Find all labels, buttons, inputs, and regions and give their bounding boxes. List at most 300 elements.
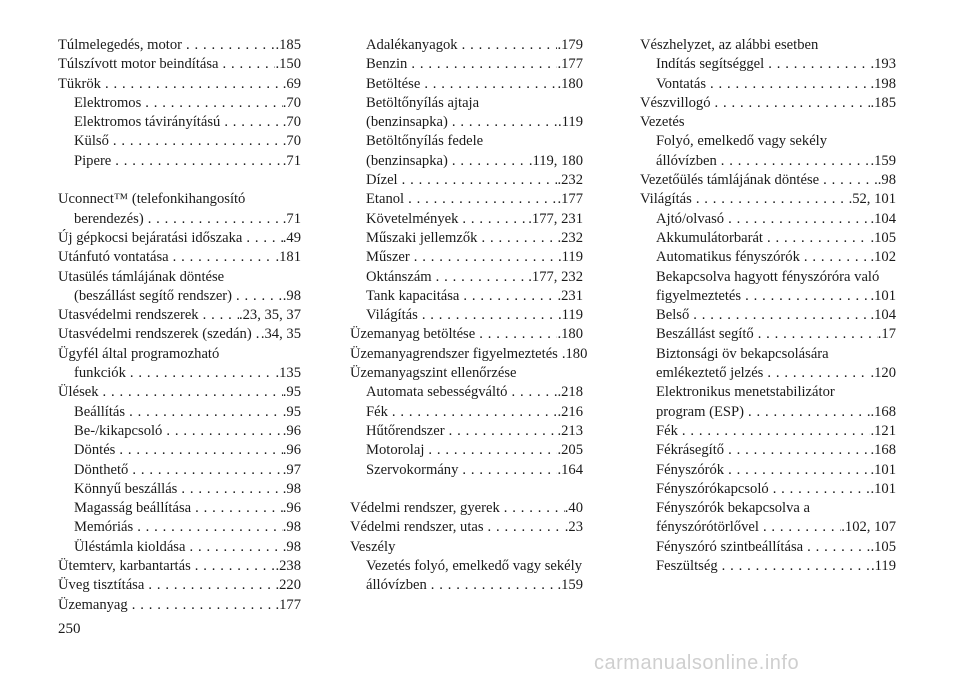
- dot-leader: [162, 422, 282, 441]
- dot-leader: [711, 94, 871, 113]
- index-entry-label: (beszállást segítő rendszer): [74, 287, 233, 304]
- index-entry: [58, 132, 301, 151]
- dot-leader: [507, 383, 557, 402]
- index-entry-label: Utasülés támlájának döntése: [58, 268, 225, 285]
- index-entry-page: .102: [870, 249, 896, 266]
- index-entry: [640, 190, 896, 209]
- index-entry: [640, 171, 896, 190]
- index-entry-label: Tükrök: [58, 75, 101, 92]
- index-entry-label: Folyó, emelkedő vagy sekély: [656, 133, 828, 150]
- index-entry-page: .168: [870, 442, 896, 459]
- index-entry-page: .177: [557, 191, 583, 208]
- dot-leader: [717, 152, 871, 171]
- index-entry: [640, 210, 896, 229]
- index-entry: [58, 480, 301, 499]
- index-entry: [640, 36, 896, 55]
- index-entry: [58, 325, 301, 344]
- index-entry: [58, 518, 301, 537]
- index-entry-page: .232: [557, 229, 583, 246]
- index-entry: [58, 364, 301, 383]
- index-entry-label: Beállítás: [74, 403, 126, 420]
- index-entry-label: Be-/kikapcsoló: [74, 422, 163, 439]
- index-entry-page: .70: [282, 94, 301, 111]
- dot-leader: [759, 518, 841, 537]
- index-entry-label: Uconnect™ (telefonkihangosító: [58, 191, 246, 208]
- index-column-2: [350, 36, 588, 596]
- index-entry-label: Szervokormány: [366, 461, 459, 478]
- dot-leader: [475, 325, 557, 344]
- index-entry-page: .216: [557, 403, 583, 420]
- index-entry-page: .101: [870, 287, 896, 304]
- index-entry-label: állóvízben: [366, 577, 427, 594]
- index-gap: [350, 480, 583, 499]
- index-entry: [58, 210, 301, 229]
- dot-leader: [420, 75, 557, 94]
- index-entry-label: Beszállást segítő: [656, 326, 754, 343]
- index-entry: [350, 229, 583, 248]
- index-entry-label: Világítás: [640, 191, 692, 208]
- index-entry-label: Automatikus fényszórók: [656, 249, 800, 266]
- index-entry-label: Üveg tisztítása: [58, 577, 145, 594]
- index-entry-page: .70: [282, 114, 301, 131]
- index-entry-label: Tank kapacitása: [366, 287, 460, 304]
- dot-leader: [220, 113, 282, 132]
- index-entry-page: .98: [282, 519, 301, 536]
- index-entry-label: Fékrásegítő: [656, 442, 725, 459]
- index-entry: [640, 229, 896, 248]
- index-entry: [350, 461, 583, 480]
- index-entry: [58, 538, 301, 557]
- index-entry-page: .71: [282, 152, 301, 169]
- index-entry-page: .105: [870, 229, 896, 246]
- index-entry: [640, 75, 896, 94]
- index-entry: [350, 268, 583, 287]
- index-entry-label: Utánfutó vontatása: [58, 249, 169, 266]
- index-entry-page: .98: [282, 287, 301, 304]
- index-entry-page: .179: [557, 37, 583, 53]
- index-entry: [58, 268, 301, 287]
- index-entry: [640, 383, 896, 402]
- index-entry-label: Műszer: [366, 249, 410, 266]
- dot-leader: [692, 190, 849, 209]
- dot-leader: [741, 287, 870, 306]
- dot-leader: [724, 210, 870, 229]
- index-entry-label: Oktánszám: [366, 268, 432, 285]
- index-entry: [350, 210, 583, 229]
- index-entry-page: .177: [275, 596, 301, 613]
- index-entry-page: .97: [282, 461, 301, 478]
- index-entry-label: Betöltése: [366, 75, 421, 92]
- index-entry: [58, 557, 301, 576]
- dot-leader: [458, 36, 558, 55]
- index-entry-label: Ülések: [58, 384, 99, 401]
- index-entry-page: .238: [275, 558, 301, 575]
- index-entry-page: .198: [870, 75, 896, 92]
- index-entry-label: Ajtó/olvasó: [656, 210, 725, 227]
- index-entry: [350, 152, 583, 171]
- dot-leader: [800, 248, 871, 267]
- index-entry-label: Elektromos: [74, 94, 142, 111]
- index-entry: [58, 55, 301, 74]
- index-entry-page: .193: [870, 56, 896, 73]
- index-entry-label: Vészhelyzet, az alábbi esetben: [640, 37, 819, 53]
- index-entry: [58, 36, 301, 55]
- dot-leader: [99, 383, 283, 402]
- index-entry-label: Elektromos távirányítású: [74, 114, 221, 131]
- index-entry-label: Új gépkocsi bejáratási időszaka: [58, 229, 243, 246]
- index-entry-page: .40: [564, 500, 583, 517]
- dot-leader: [418, 306, 558, 325]
- dot-leader: [448, 152, 529, 171]
- index-entry-label: Utasvédelmi rendszerek: [58, 307, 199, 324]
- dot-leader: [182, 36, 275, 55]
- index-entry-label: Biztonsági öv bekapcsolására: [656, 345, 829, 362]
- index-entry-label: Benzin: [366, 56, 408, 73]
- index-entry-label: (benzinsapka): [366, 114, 448, 131]
- index-entry-label: berendezés): [74, 210, 144, 227]
- index-entry-page: .180: [557, 326, 583, 343]
- index-entry-page: .135: [275, 365, 301, 382]
- index-entry: [640, 132, 896, 151]
- index-entry: [58, 596, 301, 615]
- dot-leader: [125, 403, 283, 422]
- index-entry-label: Fényszórókapcsoló: [656, 480, 769, 497]
- index-entry-label: Könnyű beszállás: [74, 480, 178, 497]
- index-entry: [58, 248, 301, 267]
- dot-leader: [128, 461, 282, 480]
- index-entry: [58, 383, 301, 402]
- dot-leader: [407, 55, 557, 74]
- index-entry-page: .70: [282, 133, 301, 150]
- index-entry-page: .185: [275, 37, 301, 53]
- index-entry: [350, 345, 588, 364]
- dot-leader: [724, 461, 870, 480]
- index-entry: [58, 576, 301, 595]
- dot-leader: [445, 422, 558, 441]
- index-entry-label: Üzemanyag: [58, 596, 128, 613]
- index-entry: [640, 499, 896, 518]
- index-entry-page: .205: [557, 442, 583, 459]
- index-entry-page: .71: [282, 210, 301, 227]
- index-entry: [350, 94, 583, 113]
- index-entry: [640, 557, 896, 576]
- dot-leader: [128, 596, 276, 615]
- index-entry: [640, 325, 896, 344]
- dot-leader: [410, 248, 558, 267]
- dot-leader: [388, 403, 558, 422]
- index-entry-label: Magasság beállítása: [74, 500, 192, 517]
- index-entry: [640, 422, 896, 441]
- index-entry: [350, 364, 583, 383]
- dot-leader: [126, 364, 276, 383]
- index-entry-label: Elektronikus menetstabilizátor: [656, 384, 835, 401]
- index-entry: [58, 345, 301, 364]
- index-entry-label: Indítás segítséggel: [656, 56, 765, 73]
- index-entry-label: emlékeztető jelzés: [656, 365, 764, 382]
- index-entry-label: figyelmeztetés: [656, 287, 742, 304]
- index-entry-label: Műszaki jellemzők: [366, 229, 478, 246]
- index-entry: [350, 287, 583, 306]
- index-entry-label: Döntés: [74, 442, 116, 459]
- index-entry-page: .168: [870, 403, 896, 420]
- index-entry-page: .218: [557, 384, 583, 401]
- index-entry: [350, 248, 583, 267]
- dot-leader: [115, 441, 282, 460]
- index-entry-label: Vontatás: [656, 75, 706, 92]
- index-entry-label: Betöltőnyílás ajtaja: [366, 94, 480, 111]
- index-entry-page: .96: [282, 442, 301, 459]
- index-entry-label: Külső: [74, 133, 109, 150]
- dot-leader: [819, 171, 878, 190]
- index-entry-label: Betöltőnyílás fedele: [366, 133, 484, 150]
- page-number: 250: [58, 621, 81, 637]
- index-entry-label: Adalékanyagok: [366, 37, 458, 53]
- index-entry-page: .101: [870, 461, 896, 478]
- index-entry-page: .101: [870, 480, 896, 497]
- index-entry: [640, 94, 896, 113]
- index-entry-page: .17: [877, 326, 896, 343]
- dot-leader: [144, 210, 283, 229]
- index-entry: [350, 538, 583, 557]
- dot-leader: [141, 94, 282, 113]
- index-entry-page: .95: [282, 403, 301, 420]
- dot-leader: [232, 287, 283, 306]
- index-entry-page: .164: [557, 461, 583, 478]
- index-entry-label: Fék: [366, 403, 388, 420]
- dot-leader: [111, 152, 282, 171]
- index-entry: [58, 152, 301, 171]
- index-entry-label: Fényszórók: [656, 461, 725, 478]
- index-entry-label: Fényszórók bekapcsolva a: [656, 500, 810, 517]
- index-entry-label: Üzemanyagrendszer figyelmeztetés: [350, 345, 558, 362]
- index-entry: [640, 364, 896, 383]
- index-entry-label: Vezetés: [640, 114, 685, 131]
- index-entry-page: .95: [282, 384, 301, 401]
- dot-leader: [803, 538, 870, 557]
- index-entry-page: .150: [275, 56, 301, 73]
- index-entry-label: fényszórótörlővel: [656, 519, 759, 536]
- index-entry: [350, 36, 583, 55]
- dot-leader: [199, 306, 239, 325]
- index-entry-page: .49: [282, 229, 301, 246]
- index-entry-label: Ütemterv, karbantartás: [58, 558, 191, 575]
- index-entry-page: .231: [557, 287, 583, 304]
- index-entry: [58, 403, 301, 422]
- index-column-3: [640, 36, 896, 576]
- dot-leader: [169, 248, 276, 267]
- index-entry: [640, 480, 896, 499]
- index-entry-page: .181: [275, 249, 301, 266]
- index-entry: [350, 171, 583, 190]
- index-entry-page: .98: [877, 172, 896, 189]
- dot-leader: [219, 55, 276, 74]
- dot-leader: [764, 55, 870, 74]
- index-entry-page: .177: [557, 56, 583, 73]
- dot-leader: [109, 132, 283, 151]
- index-entry-page: .159: [557, 577, 583, 594]
- index-entry-page: .119: [871, 558, 896, 575]
- index-entry-label: Világítás: [366, 307, 418, 324]
- index-entry-page: .102, 107: [841, 519, 896, 536]
- index-entry-page: .104: [870, 210, 896, 227]
- index-entry: [58, 422, 301, 441]
- index-gap: [58, 171, 301, 190]
- index-entry: [350, 75, 583, 94]
- index-entry-label: Memóriás: [74, 519, 134, 536]
- index-entry-page: .23, 35, 37: [238, 307, 301, 324]
- index-entry: [58, 113, 301, 132]
- index-entry-label: Túlmelegedés, motor: [58, 37, 183, 53]
- dot-leader: [432, 268, 529, 287]
- index-entry-label: Pipere: [74, 152, 112, 169]
- index-entry: [350, 576, 583, 595]
- index-entry-label: Vezetőülés támlájának döntése: [640, 172, 820, 189]
- index-entry-page: .69: [282, 75, 301, 92]
- index-entry-page: .96: [282, 422, 301, 439]
- dot-leader: [448, 113, 558, 132]
- index-entry: [58, 287, 301, 306]
- index-entry-label: Bekapcsolva hagyott fényszóróra való: [656, 268, 880, 285]
- index-entry-page: .213: [557, 422, 583, 439]
- index-entry: [640, 152, 896, 171]
- index-entry-page: .159: [870, 152, 896, 169]
- index-entry: [350, 403, 583, 422]
- dot-leader: [769, 480, 871, 499]
- index-entry-page: .98: [282, 480, 301, 497]
- index-entry-label: Üzemanyagszint ellenőrzése: [350, 365, 517, 382]
- index-entry-label: Fényszóró szintbeállítása: [656, 538, 804, 555]
- dot-leader: [177, 480, 282, 499]
- index-entry-label: Túlszívott motor beindítása: [58, 56, 219, 73]
- index-entry: [350, 132, 583, 151]
- index-entry: [350, 383, 583, 402]
- dot-leader: [144, 576, 275, 595]
- index-entry-label: program (ESP): [656, 403, 744, 420]
- index-entry-page: .105: [870, 538, 896, 555]
- index-entry-label: Belső: [656, 307, 690, 324]
- index-entry: [58, 306, 301, 325]
- index-entry: [640, 55, 896, 74]
- index-entry-page: .180: [557, 75, 583, 92]
- index-entry-label: állóvízben: [656, 152, 717, 169]
- index-entry-label: Etanol: [366, 191, 405, 208]
- dot-leader: [185, 538, 282, 557]
- index-entry-page: .119: [558, 249, 583, 266]
- index-entry: [640, 113, 896, 132]
- index-entry-page: .121: [870, 422, 896, 439]
- index-entry-label: Fék: [656, 422, 678, 439]
- index-entry-label: Ügyfél által programozható: [58, 345, 220, 362]
- index-entry: [640, 287, 896, 306]
- dot-leader: [744, 403, 870, 422]
- dot-leader: [458, 210, 528, 229]
- dot-leader: [500, 499, 565, 518]
- index-entry-page: .120: [870, 365, 896, 382]
- index-entry: [640, 268, 896, 287]
- index-entry-label: Akkumulátorbarát: [656, 229, 763, 246]
- index-entry: [640, 248, 896, 267]
- index-entry: [58, 461, 301, 480]
- index-entry: [350, 518, 583, 537]
- index-entry: [640, 461, 896, 480]
- dot-leader: [763, 364, 870, 383]
- index-entry-label: Védelmi rendszer, utas: [350, 519, 484, 536]
- index-entry-label: Dönthető: [74, 461, 129, 478]
- index-entry: [58, 229, 301, 248]
- dot-leader: [398, 171, 558, 190]
- index-entry-label: Dízel: [366, 172, 398, 189]
- dot-leader: [718, 557, 871, 576]
- index-entry-label: (benzinsapka): [366, 152, 448, 169]
- dot-leader: [678, 422, 871, 441]
- index-entry-label: Utasvédelmi rendszerek (szedán): [58, 326, 252, 343]
- index-entry: [350, 55, 583, 74]
- index-entry-page: .98: [282, 538, 301, 555]
- index-entry: [58, 441, 301, 460]
- index-entry-page: .177, 232: [528, 268, 583, 285]
- index-entry-page: .23: [564, 519, 583, 536]
- index-entry-label: Védelmi rendszer, gyerek: [350, 500, 500, 517]
- dot-leader: [477, 229, 557, 248]
- index-entry-page: .185: [870, 94, 896, 111]
- dot-leader: [252, 325, 261, 344]
- index-entry-page: .104: [870, 307, 896, 324]
- dot-leader: [427, 576, 558, 595]
- dot-leader: [706, 75, 870, 94]
- index-entry: [350, 325, 583, 344]
- index-entry: [58, 75, 301, 94]
- dot-leader: [101, 75, 283, 94]
- index-entry: [640, 518, 896, 537]
- index-entry-page: .119: [558, 307, 583, 324]
- index-entry-page: .96: [282, 500, 301, 517]
- index-entry: [640, 441, 896, 460]
- index-entry: [640, 538, 896, 557]
- index-entry-page: .119: [558, 114, 583, 131]
- dot-leader: [424, 441, 557, 460]
- index-entry-page: .119, 180: [528, 152, 583, 169]
- dot-leader: [133, 518, 283, 537]
- index-entry-page: .34, 35: [260, 326, 301, 343]
- index-entry-page: .220: [275, 577, 301, 594]
- index-entry-label: Vészvillogó: [640, 94, 711, 111]
- index-entry: [350, 441, 583, 460]
- dot-leader: [191, 557, 276, 576]
- index-column-1: [58, 36, 301, 615]
- index-entry-label: Motorolaj: [366, 442, 425, 459]
- index-entry: [58, 190, 301, 209]
- index-entry: [350, 499, 583, 518]
- index-entry-label: funkciók: [74, 365, 126, 382]
- index-entry: [350, 113, 583, 132]
- index-entry: [640, 403, 896, 422]
- index-entry: [640, 345, 896, 364]
- index-entry-page: .232: [557, 172, 583, 189]
- index-entry-label: Üzemanyag betöltése: [350, 326, 476, 343]
- dot-leader: [724, 441, 870, 460]
- dot-leader: [458, 461, 557, 480]
- index-entry: [350, 557, 583, 576]
- dot-leader: [459, 287, 557, 306]
- index-entry: [350, 190, 583, 209]
- index-entry-label: Követelmények: [366, 210, 459, 227]
- dot-leader: [763, 229, 870, 248]
- dot-leader: [484, 518, 565, 537]
- index-entry: [640, 306, 896, 325]
- index-entry-page: .180: [561, 345, 588, 362]
- index-entry-page: .52, 101: [848, 191, 896, 208]
- dot-leader: [191, 499, 283, 518]
